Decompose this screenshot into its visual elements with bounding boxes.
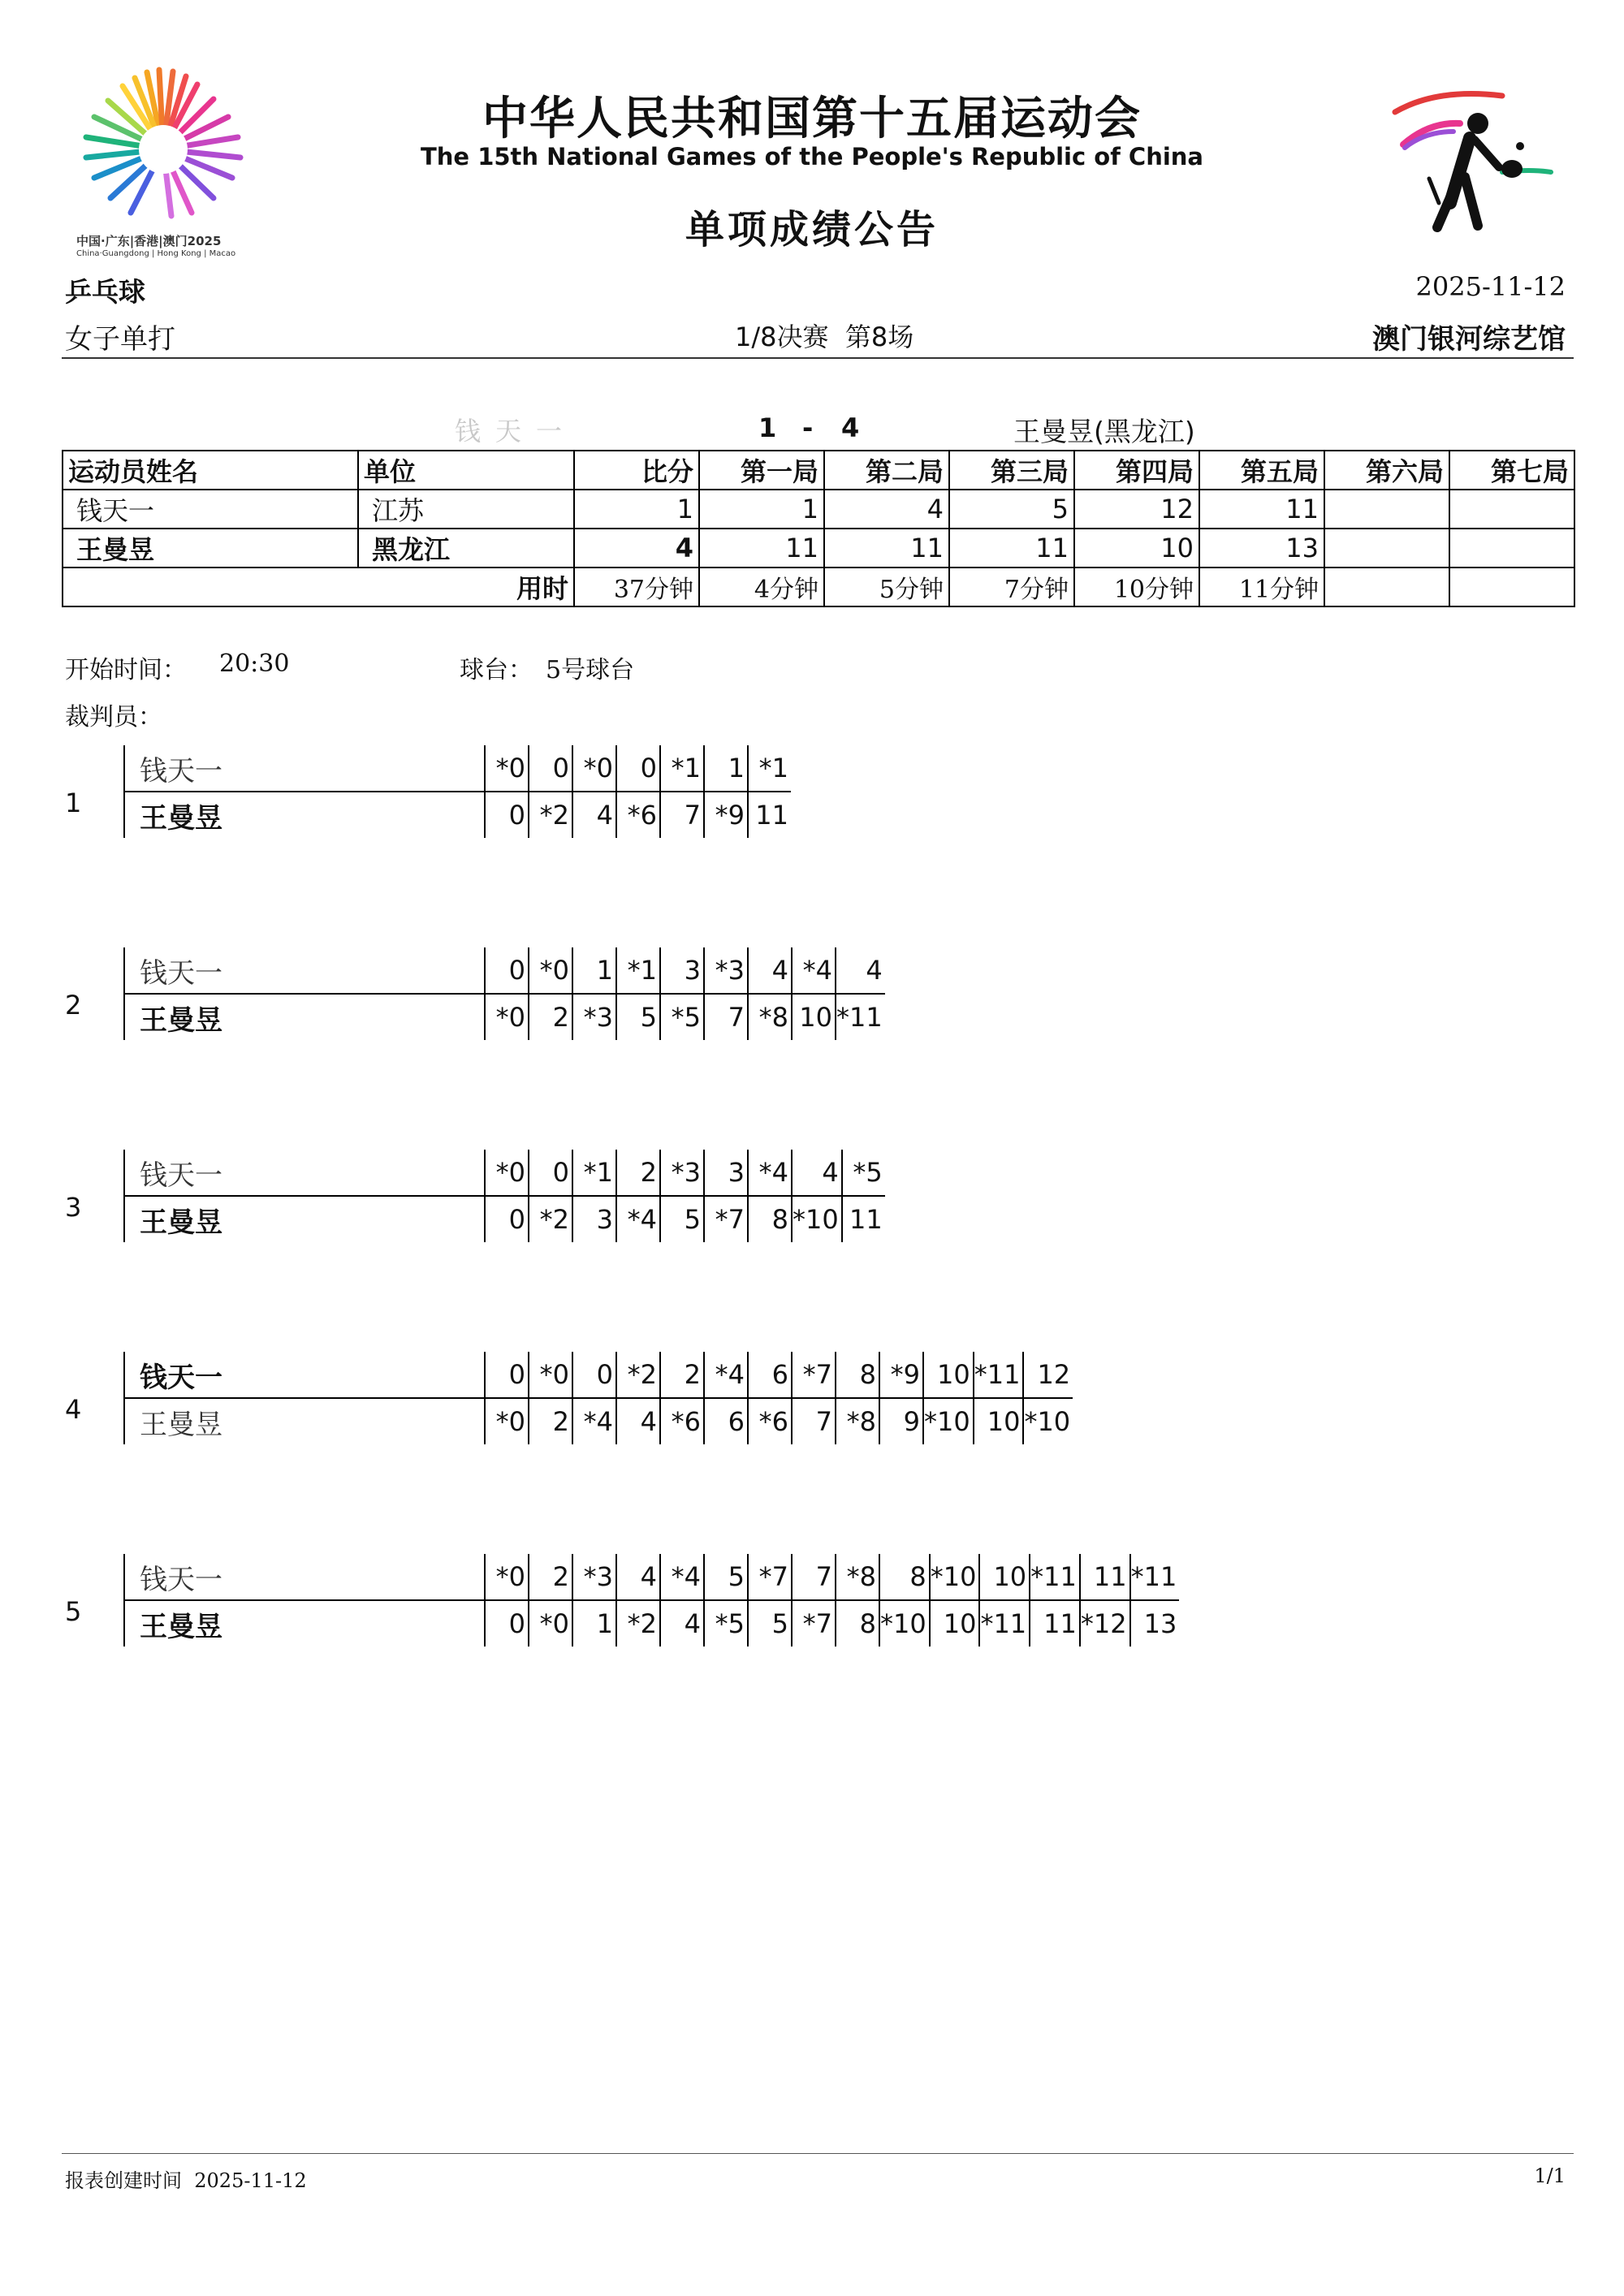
point-score: *9 [704,792,748,838]
point-score: 5 [748,1600,792,1646]
point-score: 0 [485,1600,529,1646]
document-title: 单项成绩公告 [685,207,939,252]
time-label: 用时 [63,568,574,606]
point-score: 4 [792,1150,842,1196]
point-score: 9 [879,1398,923,1444]
point-score: 5 [704,1554,748,1600]
point-score: *8 [836,1398,879,1444]
col-game5: 第五局 [1199,451,1324,490]
table-row [124,1352,1073,1398]
point-score: *0 [529,947,572,994]
point-score: *5 [660,994,704,1040]
game-time: 7分钟 [949,568,1074,606]
table-label: 球台： [460,656,533,684]
start-time-label: 开始时间： [65,656,187,684]
game-score: 1 [699,490,824,529]
point-score: 1 [572,1600,616,1646]
point-score: *2 [616,1600,660,1646]
point-score: 11 [1080,1554,1130,1600]
point-score: *12 [1080,1600,1130,1646]
athlete-unit: 江苏 [358,490,574,529]
game-score: 10 [1074,529,1199,568]
point-score: 11 [842,1196,885,1242]
point-score: 1 [572,947,616,994]
point-score: 2 [616,1150,660,1196]
round-info: 1/8决赛 第8场 [735,322,914,352]
point-score: *0 [572,745,616,792]
point-score: *0 [485,1398,529,1444]
point-score: *10 [1023,1398,1073,1444]
player-name: 王曼昱 [124,1398,485,1444]
match-score-sep: - [802,412,814,443]
point-score: 4 [748,947,792,994]
player-name: 钱天一 [124,1150,485,1196]
point-score: *3 [572,1554,616,1600]
total-time: 37分钟 [574,568,699,606]
point-score: 2 [660,1352,704,1398]
point-score: *7 [704,1196,748,1242]
table-row [63,490,1574,529]
point-score: *3 [704,947,748,994]
point-score: *0 [485,1150,529,1196]
point-score: *6 [748,1398,792,1444]
point-score: *10 [792,1196,842,1242]
point-score: *6 [616,792,660,838]
point-score: 4 [616,1554,660,1600]
table-row [63,529,1574,568]
header-divider [62,357,1574,359]
game-point-table [123,1352,1073,1444]
point-score: *11 [1130,1554,1180,1600]
games-title-en: The 15th National Games of the People's Republic of China [421,143,1203,170]
athlete-unit: 黑龙江 [358,529,574,568]
logo-caption-en: China·Guangdong | Hong Kong | Macao [76,249,236,258]
table-row [124,1554,1179,1600]
point-score: 6 [704,1398,748,1444]
point-score: 0 [485,947,529,994]
point-score: 7 [660,792,704,838]
table-row [124,745,791,792]
start-time-value: 20:30 [219,650,290,678]
footer-divider [62,2153,1574,2154]
player-name: 钱天一 [124,1554,485,1600]
point-score: 10 [979,1554,1030,1600]
point-score: 10 [930,1600,980,1646]
table-row [124,947,885,994]
point-score: 8 [836,1600,879,1646]
point-score: *5 [704,1600,748,1646]
point-score: *4 [660,1554,704,1600]
game-time: 5分钟 [824,568,949,606]
match-score-b: 4 [841,412,860,443]
point-score: 0 [529,745,572,792]
col-athlete: 运动员姓名 [63,451,358,490]
player-name: 王曼昱 [124,792,485,838]
point-score: 3 [660,947,704,994]
point-score: 2 [529,1554,572,1600]
point-score: 8 [836,1352,879,1398]
results-table [62,450,1575,607]
point-score: 7 [792,1398,836,1444]
game-score [1449,490,1574,529]
point-score: 3 [572,1196,616,1242]
time-row [63,568,1574,606]
point-score: 0 [572,1352,616,1398]
point-score: *7 [792,1352,836,1398]
event-name: 女子单打 [65,323,175,356]
game-score: 4 [824,490,949,529]
game-point-table [123,745,791,838]
point-score: *8 [748,994,792,1040]
point-score: *0 [529,1600,572,1646]
point-score: 2 [529,994,572,1040]
point-score: *3 [572,994,616,1040]
game-time [1324,568,1449,606]
point-score: 2 [529,1398,572,1444]
sport-name: 乒乓球 [65,276,145,308]
col-game2: 第二局 [824,451,949,490]
player-name: 钱天一 [124,947,485,994]
point-score: 8 [879,1554,930,1600]
col-unit: 单位 [358,451,574,490]
point-score: *11 [974,1352,1024,1398]
game-score: 11 [949,529,1074,568]
games-title-cn: 中华人民共和国第十五届运动会 [482,93,1142,145]
point-score: 4 [572,792,616,838]
match-winner: 王曼昱(黑龙江) [1013,416,1195,447]
game-number: 3 [65,1192,82,1223]
game-score: 11 [824,529,949,568]
game-number: 4 [65,1394,82,1425]
match-score: 1 [574,490,699,529]
col-score: 比分 [574,451,699,490]
table-tennis-player-icon [1380,81,1559,244]
point-score: *2 [529,1196,572,1242]
game-number: 2 [65,990,82,1021]
point-score: 0 [485,792,529,838]
logo-caption-cn: 中国·广东|香港|澳门2025 [76,234,222,248]
point-score: 7 [792,1554,836,1600]
point-score: *10 [930,1554,980,1600]
point-score: *2 [616,1352,660,1398]
point-score: 5 [616,994,660,1040]
game-time: 11分钟 [1199,568,1324,606]
point-score: *0 [529,1352,572,1398]
table-row [124,1600,1179,1646]
loser-name-faint: 钱天一 [455,416,577,447]
game-score: 11 [699,529,824,568]
point-score: *10 [879,1600,930,1646]
point-score: 4 [660,1600,704,1646]
game-score [1449,529,1574,568]
point-score: *4 [704,1352,748,1398]
point-score: 0 [485,1196,529,1242]
player-name: 王曼昱 [124,1600,485,1646]
col-game1: 第一局 [699,451,824,490]
game-number: 5 [65,1596,82,1627]
point-score: *1 [660,745,704,792]
point-score: 4 [616,1398,660,1444]
table-value: 5号球台 [546,656,635,684]
point-score: *5 [842,1150,885,1196]
point-score: 0 [485,1352,529,1398]
game-score [1324,490,1449,529]
point-score: *11 [979,1600,1030,1646]
game-score: 11 [1199,490,1324,529]
match-score-a: 1 [758,412,777,443]
game-time: 4分钟 [699,568,824,606]
game-time [1449,568,1574,606]
point-score: *2 [529,792,572,838]
game-score: 12 [1074,490,1199,529]
player-name: 钱天一 [124,745,485,792]
point-score: 5 [660,1196,704,1242]
table-row [124,994,885,1040]
game-time: 10分钟 [1074,568,1199,606]
col-game6: 第六局 [1324,451,1449,490]
game-score: 5 [949,490,1074,529]
point-score: 8 [748,1196,792,1242]
point-score: *11 [836,994,885,1040]
table-row [124,1398,1073,1444]
point-score: *1 [616,947,660,994]
table-tennis-pictogram [1380,81,1559,244]
point-score: *0 [485,1554,529,1600]
point-score: 0 [616,745,660,792]
point-score: 6 [748,1352,792,1398]
report-date: 2025-11-12 [1415,271,1566,302]
report-created: 报表创建时间 2025-11-12 [65,2169,307,2192]
point-score: 3 [704,1150,748,1196]
point-score: 10 [923,1352,974,1398]
point-score: *10 [923,1398,974,1444]
point-score: *4 [748,1150,792,1196]
point-score: *1 [572,1150,616,1196]
table-row [124,1150,885,1196]
game-point-table [123,1554,1179,1646]
athlete-name: 钱天一 [63,490,358,529]
point-score: 10 [974,1398,1024,1444]
point-score: 13 [1130,1600,1180,1646]
point-score: 11 [748,792,791,838]
point-score: 10 [792,994,836,1040]
col-game7: 第七局 [1449,451,1574,490]
point-score: 12 [1023,1352,1073,1398]
point-score: 4 [836,947,885,994]
table-row [124,1196,885,1242]
point-score: *7 [792,1600,836,1646]
point-score: *4 [572,1398,616,1444]
point-score: *3 [660,1150,704,1196]
point-score: *0 [485,994,529,1040]
game-point-table [123,1150,885,1242]
game-number: 1 [65,788,82,818]
point-score: *7 [748,1554,792,1600]
point-score: *6 [660,1398,704,1444]
point-score: 7 [704,994,748,1040]
game-score: 13 [1199,529,1324,568]
point-score: *8 [836,1554,879,1600]
point-score: 0 [529,1150,572,1196]
table-row [124,792,791,838]
point-score: 1 [704,745,748,792]
umpire-label: 裁判员： [65,703,162,732]
player-name: 王曼昱 [124,994,485,1040]
results-header-row [63,451,1574,490]
point-score: 11 [1030,1600,1080,1646]
match-score: 4 [574,529,699,568]
point-score: *9 [879,1352,923,1398]
point-score: *4 [792,947,836,994]
col-game3: 第三局 [949,451,1074,490]
athlete-name: 王曼昱 [63,529,358,568]
col-game4: 第四局 [1074,451,1199,490]
page-number: 1/1 [1534,2164,1566,2187]
venue-name: 澳门银河综艺馆 [1372,323,1566,356]
point-score: *11 [1030,1554,1080,1600]
point-score: *0 [485,745,529,792]
point-score: *4 [616,1196,660,1242]
game-point-table [123,947,885,1040]
game-score [1324,529,1449,568]
player-name: 钱天一 [124,1352,485,1398]
point-score: *1 [748,745,791,792]
player-name: 王曼昱 [124,1196,485,1242]
